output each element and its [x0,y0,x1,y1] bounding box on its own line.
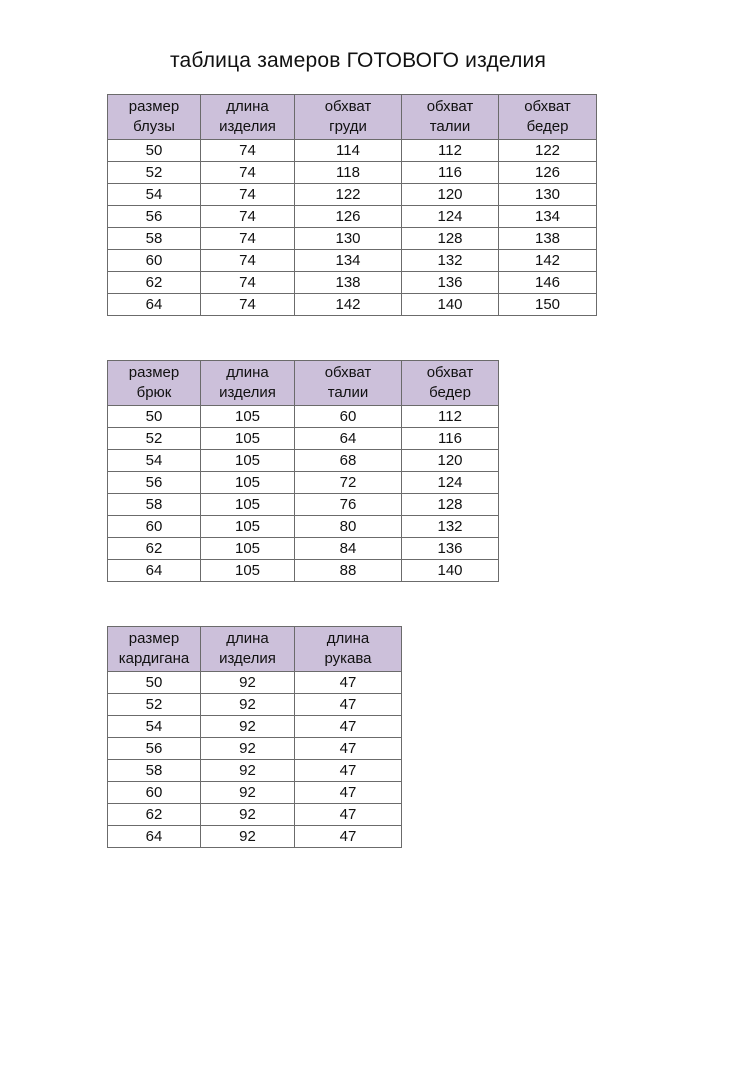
measurement-cell: 146 [499,272,597,294]
measurement-cell: 142 [499,250,597,272]
size-cell: 58 [108,228,201,250]
column-header-line: размер [128,98,180,115]
size-cell: 52 [108,694,201,716]
measurement-cell: 47 [295,760,402,782]
measurement-cell: 92 [201,826,295,848]
measurement-cell: 132 [402,250,499,272]
measurement-cell: 74 [201,250,295,272]
table-row [108,162,597,184]
measurement-cell: 47 [295,826,402,848]
column-header-line: изделия [219,650,276,667]
column-header-line: длина [226,630,269,647]
table-row [108,538,499,560]
measurement-cell: 142 [295,294,402,316]
measurement-cell: 118 [295,162,402,184]
table-row [108,206,597,228]
measurement-cell: 132 [402,516,499,538]
table-row [108,428,499,450]
cardigan-size-table [107,626,402,848]
measurement-cell: 124 [402,472,499,494]
measurement-cell: 122 [499,140,597,162]
table-header-row [108,95,597,140]
size-cell: 50 [108,406,201,428]
measurement-cell: 105 [201,472,295,494]
column-header-line: блузы [133,118,175,135]
measurement-cell: 134 [499,206,597,228]
measurement-cell: 47 [295,716,402,738]
column-header [295,627,402,672]
measurement-cell: 74 [201,162,295,184]
measurement-cell: 105 [201,428,295,450]
table-row [108,272,597,294]
measurement-cell: 72 [295,472,402,494]
column-header-line: длина [326,630,370,647]
size-cell: 52 [108,428,201,450]
table-row [108,804,402,826]
measurement-cell: 74 [201,228,295,250]
measurement-cell: 47 [295,782,402,804]
measurement-cell: 80 [295,516,402,538]
table-row [108,760,402,782]
measurement-cell: 140 [402,294,499,316]
table-row [108,184,597,206]
measurement-cell: 92 [201,804,295,826]
table-row [108,472,499,494]
column-header [402,361,499,406]
column-header-line: груди [329,118,367,135]
measurement-cell: 74 [201,140,295,162]
measurement-cell: 130 [499,184,597,206]
measurement-cell: 47 [295,804,402,826]
measurement-cell: 47 [295,672,402,694]
column-header-line: обхват [426,98,474,115]
table-row [108,450,499,472]
measurement-cell: 84 [295,538,402,560]
measurement-cell: 138 [499,228,597,250]
size-cell: 60 [108,516,201,538]
measurement-cell: 136 [402,272,499,294]
size-cell: 60 [108,782,201,804]
table-row [108,250,597,272]
measurement-cell: 105 [201,538,295,560]
column-header-line: размер [128,630,180,647]
measurement-cell: 114 [295,140,402,162]
size-cell: 56 [108,472,201,494]
column-header-line: изделия [219,384,276,401]
measurement-cell: 140 [402,560,499,582]
measurement-cell: 74 [201,206,295,228]
measurement-cell: 138 [295,272,402,294]
size-cell: 52 [108,162,201,184]
size-cell: 64 [108,294,201,316]
column-header-line: изделия [219,118,276,135]
column-header [108,95,201,140]
size-cell: 64 [108,560,201,582]
measurement-cell: 112 [402,140,499,162]
column-header-line: талии [327,384,369,401]
column-header-line: обхват [524,98,571,115]
table-row [108,516,499,538]
column-header-line: талии [429,118,471,135]
column-header-line: брюк [136,384,172,401]
table-row [108,716,402,738]
table-row [108,826,402,848]
size-cell: 54 [108,184,201,206]
column-header [108,627,201,672]
table-row [108,782,402,804]
measurement-cell: 116 [402,162,499,184]
measurement-cell: 122 [295,184,402,206]
measurement-cell: 92 [201,672,295,694]
size-cell: 58 [108,760,201,782]
column-header [402,95,499,140]
column-header [108,361,201,406]
column-header-line: длина [226,98,269,115]
column-header-line: обхват [426,364,474,381]
measurement-cell: 136 [402,538,499,560]
measurement-cell: 134 [295,250,402,272]
column-header-line: длина [226,364,269,381]
column-header [295,361,402,406]
size-cell: 60 [108,250,201,272]
measurement-cell: 76 [295,494,402,516]
measurement-cell: 105 [201,516,295,538]
measurement-cell: 116 [402,428,499,450]
measurement-cell: 105 [201,406,295,428]
size-cell: 54 [108,450,201,472]
measurement-cell: 92 [201,716,295,738]
column-header-line: обхват [324,364,372,381]
size-cell: 54 [108,716,201,738]
table-row [108,406,499,428]
measurement-cell: 60 [295,406,402,428]
size-cell: 62 [108,272,201,294]
table-header-row [108,627,402,672]
size-cell: 56 [108,738,201,760]
page-title: таблица замеров ГОТОВОГО изделия [169,49,547,72]
measurement-cell: 74 [201,272,295,294]
measurement-cell: 92 [201,760,295,782]
table-row [108,228,597,250]
table-row [108,672,402,694]
table-row [108,494,499,516]
pants-size-table [107,360,499,582]
measurement-cell: 47 [295,738,402,760]
column-header [201,95,295,140]
measurement-cell: 92 [201,694,295,716]
measurement-cell: 130 [295,228,402,250]
measurement-cell: 92 [201,738,295,760]
size-cell: 64 [108,826,201,848]
column-header [201,361,295,406]
measurement-cell: 47 [295,694,402,716]
measurement-cell: 105 [201,560,295,582]
measurement-cell: 126 [295,206,402,228]
measurement-cell: 112 [402,406,499,428]
measurement-cell: 68 [295,450,402,472]
size-cell: 50 [108,140,201,162]
measurement-cell: 105 [201,450,295,472]
measurement-cell: 128 [402,228,499,250]
column-header-line: обхват [324,98,372,115]
column-header-line: рукава [324,650,372,667]
measurement-cell: 120 [402,184,499,206]
measurement-cell: 74 [201,184,295,206]
column-header-line: бедер [526,118,569,135]
measurement-cell: 124 [402,206,499,228]
measurement-cell: 128 [402,494,499,516]
size-cell: 56 [108,206,201,228]
table-header-row [108,361,499,406]
measurement-cell: 74 [201,294,295,316]
measurement-cell: 64 [295,428,402,450]
measurement-cell: 150 [499,294,597,316]
table-row [108,560,499,582]
measurement-cell: 92 [201,782,295,804]
table-row [108,140,597,162]
column-header [499,95,597,140]
table-row [108,694,402,716]
column-header-line: бедер [429,384,471,401]
column-header-line: размер [128,364,180,381]
column-header [295,95,402,140]
measurement-cell: 120 [402,450,499,472]
size-cell: 62 [108,804,201,826]
measurement-cell: 88 [295,560,402,582]
measurement-cell: 126 [499,162,597,184]
size-cell: 58 [108,494,201,516]
blouse-size-table [107,94,597,316]
measurement-cell: 105 [201,494,295,516]
size-cell: 50 [108,672,201,694]
table-row [108,738,402,760]
table-row [108,294,597,316]
column-header [201,627,295,672]
column-header-line: кардигана [118,650,190,667]
size-cell: 62 [108,538,201,560]
